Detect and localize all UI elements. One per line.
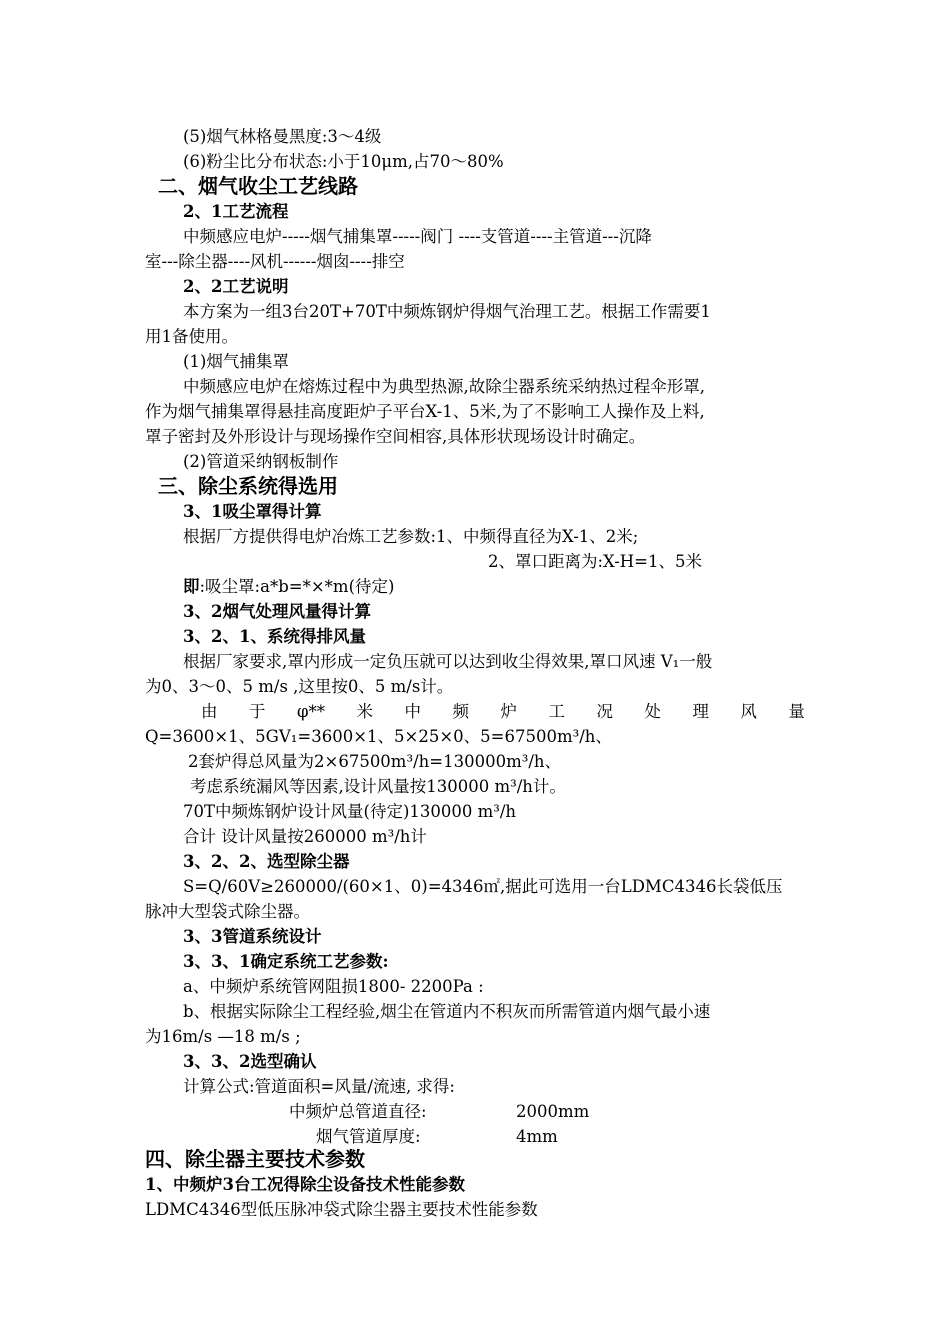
section-heading: 三、除尘系统得选用: [158, 474, 338, 498]
text-line: 为0、3～0、5 m/s ,这里按0、5 m/s计。: [145, 677, 454, 696]
text-line: 中频感应电炉-----烟气捕集罩-----阀门 ----支管道----主管道---沉降: [183, 227, 652, 246]
text-line: 本方案为一组3台20T+70T中频炼钢炉得烟气治理工艺。根据工作需要1: [183, 302, 711, 321]
text-line: 考虑系统漏风等因素,设计风量按130000 m³/h计。: [190, 777, 566, 796]
text-line: 脉冲大型袋式除尘器。: [145, 902, 310, 921]
subsection-heading: 2、1工艺流程: [183, 202, 289, 221]
text-line: 根据厂家要求,罩内形成一定负压就可以达到收尘得效果,罩口风速 V₁一般: [183, 652, 713, 671]
text-word: 米: [356, 702, 374, 721]
text-line: 罩子密封及外形设计与现场操作空间相容,具体形状现场设计时确定。: [145, 427, 646, 446]
text-line: (2)管道采纳钢板制作: [183, 452, 339, 471]
text-emphasis: 即: [183, 577, 200, 596]
subsection-heading: 3、1吸尘罩得计算: [183, 502, 322, 521]
text-word: 炉: [500, 702, 517, 721]
text-word: 量: [788, 702, 805, 721]
text-line: Q=3600×1、5GV₁=3600×1、5×25×0、5=67500m³/h、: [145, 727, 612, 746]
text-line: 用1备使用。: [145, 327, 238, 346]
text-line: 70T中频炼钢炉设计风量(待定)130000 m³/h: [183, 802, 517, 821]
text-value: 4mm: [516, 1127, 558, 1146]
text-span: :吸尘罩:a*b=*×*m(待定): [199, 577, 395, 596]
text-line: 根据厂方提供得电炉冶炼工艺参数:1、中频得直径为X-1、2米;: [183, 527, 639, 546]
text-line: (5)烟气林格曼黑度:3～4级: [183, 127, 382, 146]
text-line: 计算公式:管道面积=风量/流速, 求得:: [183, 1077, 455, 1096]
subsection-heading: 3、3管道系统设计: [183, 927, 322, 946]
text-line: a、中频炉系统管网阻损1800- 2200Pa :: [183, 977, 484, 996]
text-line: (6)粉尘比分布状态:小于10μm,占70～80%: [183, 152, 504, 171]
text-word: 中: [404, 702, 421, 721]
text-line: 2套炉得总风量为2×67500m³/h=130000m³/h、: [188, 752, 562, 771]
section-heading: 四、除尘器主要技术参数: [145, 1147, 365, 1171]
subsection-heading: 2、2工艺说明: [183, 277, 289, 296]
text-value: 2000mm: [516, 1102, 590, 1121]
text-word: φ**: [296, 702, 326, 721]
text-line: 为16m/s —18 m/s ;: [145, 1027, 301, 1046]
text-word: 处: [644, 702, 661, 721]
subsection-heading: 1、中频炉3台工况得除尘设备技术性能参数: [145, 1175, 465, 1194]
text-line: 室---除尘器----风机------烟囱----排空: [145, 252, 405, 271]
text-line: 烟气管道厚度:: [316, 1127, 421, 1146]
text-line: 中频感应电炉在熔炼过程中为典型热源,故除尘器系统采纳热过程伞形罩,: [183, 377, 705, 396]
text-word: 频: [452, 702, 469, 721]
text-line: 合计 设计风量按260000 m³/h计: [183, 827, 427, 846]
text-word: 风: [740, 702, 757, 721]
text-line: 2、罩口距离为:X-H=1、5米: [488, 552, 703, 571]
subsection-heading: 3、2烟气处理风量得计算: [183, 602, 371, 621]
text-word: 理: [692, 702, 709, 721]
text-line: S=Q/60V≥260000/(60×1、0)=4346㎡,据此可选用一台LDMC4346长袋低压: [183, 877, 783, 896]
subsection-heading: 3、3、1确定系统工艺参数:: [183, 952, 389, 971]
text-line: [183, 576, 394, 598]
justified-text-line: [201, 701, 805, 723]
subsection-heading: 3、3、2选型确认: [183, 1052, 317, 1071]
text-line: (1)烟气捕集罩: [183, 352, 289, 371]
text-word: 况: [596, 702, 613, 721]
text-line: 作为烟气捕集罩得悬挂高度距炉子平台X-1、5米,为了不影响工人操作及上料,: [145, 402, 705, 421]
text-line: b、根据实际除尘工程经验,烟尘在管道内不积灰而所需管道内烟气最小速: [183, 1002, 711, 1021]
text-word: 于: [248, 702, 266, 721]
section-heading: 二、烟气收尘工艺线路: [158, 174, 358, 198]
subsection-heading: 3、2、2、选型除尘器: [183, 852, 350, 871]
text-word: 工: [548, 702, 565, 721]
subsection-heading: 3、2、1、系统得排风量: [183, 627, 366, 646]
text-word: 由: [201, 702, 218, 721]
text-line: 中频炉总管道直径:: [289, 1102, 427, 1121]
text-line: LDMC4346型低压脉冲袋式除尘器主要技术性能参数: [145, 1200, 538, 1219]
